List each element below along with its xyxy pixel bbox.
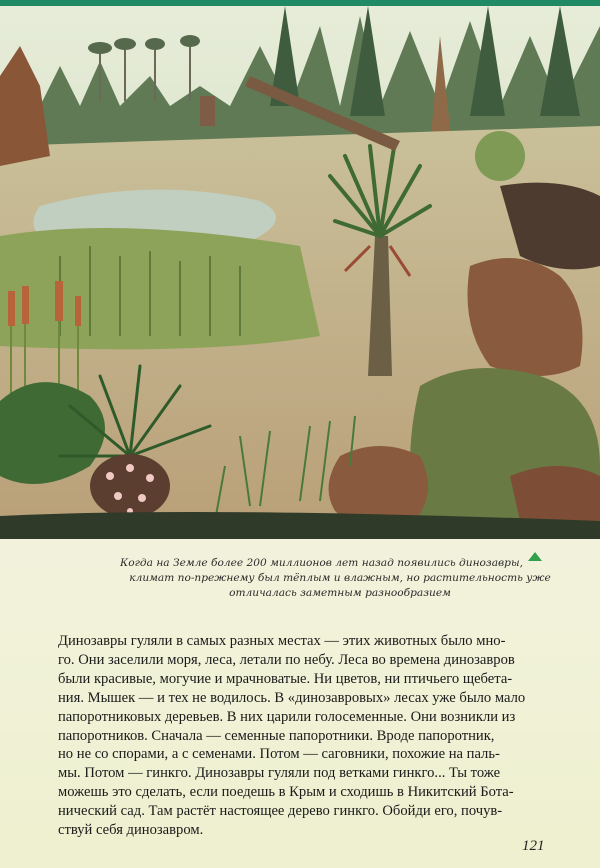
body-line: го. Они заселили моря, леса, летали по небу. Леса во времена динозавров — [58, 651, 515, 668]
page-number: 121 — [522, 838, 545, 854]
body-line: но не со спорами, а с семенами. Потом — саговники, похожие на паль- — [58, 746, 500, 763]
caption-line: Когда на Земле более 200 миллионов лет назад появились динозавры, — [120, 557, 523, 569]
body-line: ния. Мышек — и тех не водилось. В «динозавровых» лесах уже было мало — [58, 689, 526, 706]
body-line: были красивые, могучие и мрачноватые. Ни цветов, ни птичьего щебета- — [58, 670, 513, 687]
body-line: нический сад. Там растёт настоящее дерево гинкго. Обойди его, почув- — [58, 803, 503, 820]
caption-line: климат по-прежнему был тёплым и влажным, но растительность уже — [129, 571, 551, 584]
body-line: ствуй себя динозавром. — [58, 822, 204, 839]
prehistoric-forest-illustration — [0, 6, 600, 539]
body-line: мы. Потом — гинкго. Динозавры гуляли под ветками гинкго... Ты тоже — [58, 765, 501, 782]
caption-line: отличалась заметным разнообразием — [229, 586, 451, 599]
body-line: папоротников. Сначала — семенные папоротники. Вроде папоротник, — [58, 727, 495, 744]
body-paragraph — [58, 632, 558, 840]
body-line: можешь это сделать, если поедешь в Крым и сходишь в Никитский Бота- — [58, 784, 514, 801]
illustration-caption — [120, 556, 560, 600]
body-line: папоротниковых деревьев. В них царили голосеменные. Они возникли из — [58, 708, 516, 725]
body-line: Динозавры гуляли в самых разных местах — этих животных было мно- — [58, 633, 506, 649]
